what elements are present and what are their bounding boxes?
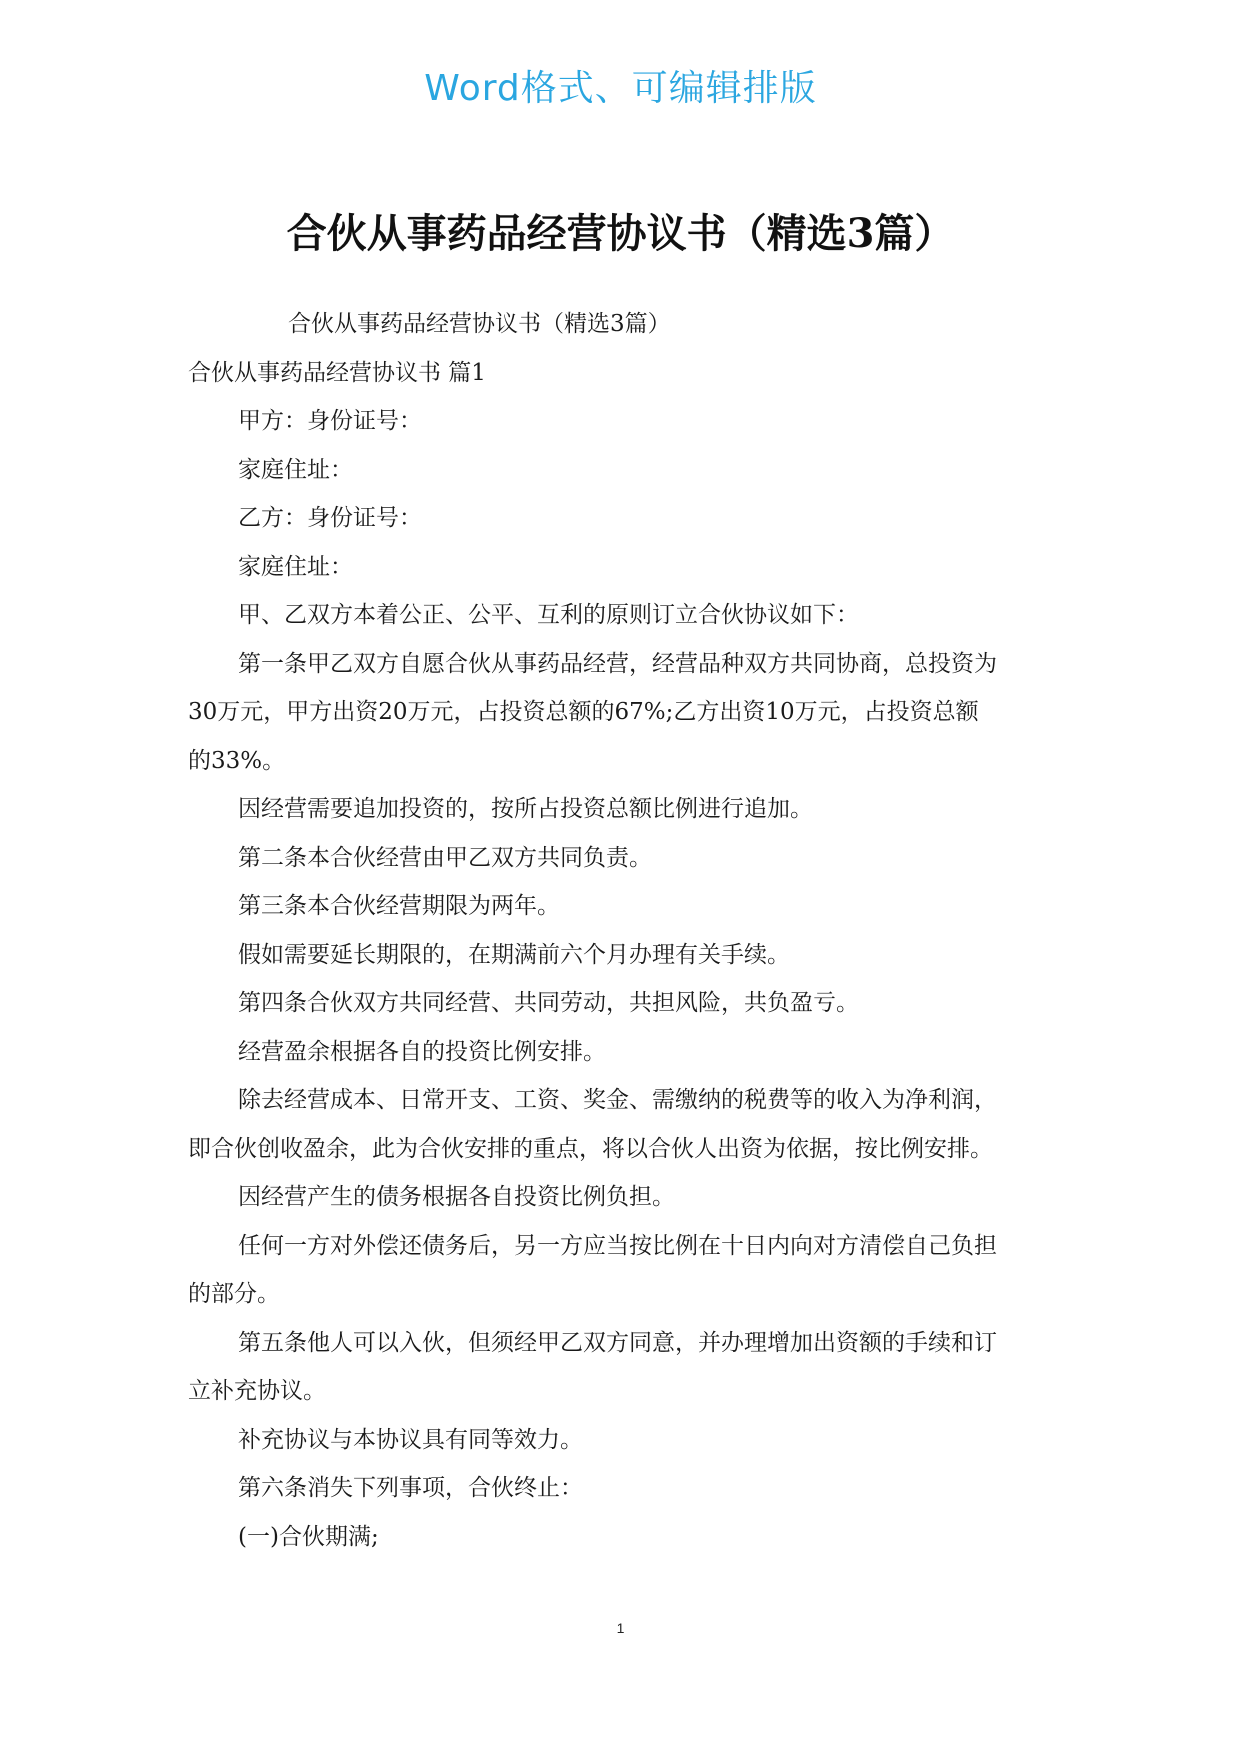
- article-one-continuation: 的33%。: [188, 747, 286, 774]
- party-b-id-line: 乙方：身份证号：: [238, 505, 422, 531]
- preamble-paragraph: 甲、乙双方本着公正、公平、互利的原则订立合伙协议如下：: [238, 602, 859, 628]
- article-two-line: 第二条本合伙经营由甲乙双方共同负责。: [238, 844, 652, 871]
- article-five-continuation: 立补充协议。: [188, 1378, 326, 1404]
- paragraph-line: 补充协议与本协议具有同等效力。: [238, 1426, 583, 1453]
- section-heading: 合伙从事药品经营协议书 篇1: [188, 359, 486, 386]
- party-a-id-line: 甲方：身份证号：: [238, 408, 422, 434]
- paragraph-line: 经营盈余根据各自的投资比例安排。: [238, 1038, 606, 1065]
- document-title: 合伙从事药品经营协议书（精选3篇）: [286, 210, 955, 257]
- article-one-line: 第一条甲乙双方自愿合伙从事药品经营，经营品种双方共同协商，总投资为: [238, 650, 997, 677]
- document-subtitle: 合伙从事药品经营协议书（精选3篇）: [288, 311, 671, 337]
- document-body: [188, 300, 1068, 1561]
- paragraph-line: 假如需要延长期限的，在期满前六个月办理有关手续。: [238, 941, 790, 968]
- header-banner: Word格式、可编辑排版: [424, 68, 817, 109]
- paragraph-continuation: 的部分。: [188, 1281, 280, 1307]
- article-three-line: 第三条本合伙经营期限为两年。: [238, 893, 560, 919]
- party-b-address-line: 家庭住址：: [238, 553, 353, 580]
- paragraph-line: 除去经营成本、日常开支、工资、奖金、需缴纳的税费等的收入为净利润，: [238, 1087, 997, 1113]
- article-six-line: 第六条消失下列事项，合伙终止：: [238, 1475, 583, 1501]
- page-number: 1: [616, 1620, 625, 1636]
- paragraph-line: 因经营需要追加投资的，按所占投资总额比例进行追加。: [238, 796, 813, 822]
- article-five-line: 第五条他人可以入伙，但须经甲乙双方同意，并办理增加出资额的手续和订: [238, 1329, 997, 1356]
- article-one-continuation: 30万元，甲方出资20万元，占投资总额的67%;乙方出资10万元，占投资总额: [188, 699, 979, 725]
- paragraph-continuation: 即合伙创收盈余，此为合伙安排的重点，将以合伙人出资为依据，按比例安排。: [188, 1135, 993, 1162]
- paragraph-line: 任何一方对外偿还债务后，另一方应当按比例在十日内向对方清偿自己负担: [238, 1232, 997, 1259]
- article-four-line: 第四条合伙双方共同经营、共同劳动，共担风险，共负盈亏。: [238, 990, 859, 1016]
- list-item: (一)合伙期满;: [238, 1523, 379, 1550]
- paragraph-line: 因经营产生的债务根据各自投资比例负担。: [238, 1184, 675, 1210]
- party-a-address-line: 家庭住址：: [238, 456, 353, 483]
